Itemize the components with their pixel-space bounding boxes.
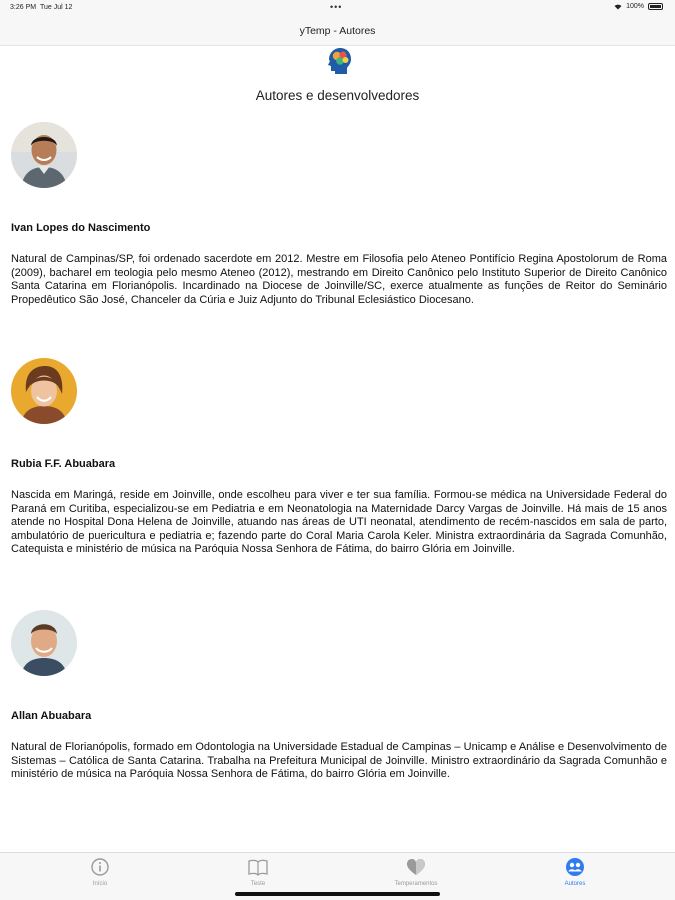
tab-label: Teste — [250, 881, 266, 887]
home-indicator[interactable] — [235, 892, 440, 896]
author-bio: Natural de Campinas/SP, foi ordenado sacerdote em 2012. Mestre em Filosofia pelo Ateneo Pontifício Regina Apostolorum de Roma (2009), bacharel em teologia pelo mesmo Ateneo (2012), mestrando em Direito Canônico pelo Instituto Superior de Direito Canônico Santa Catarina em Florianópolis. Incardinado na Diocese de Joinville/SC, exerce atualmente as funções de Reitor do Seminário Propedêutico São José, Chanceler da Cúria e Juiz Adjunto do Tribunal Eclesiástico Diocesano. — [11, 253, 667, 306]
status-indicators — [614, 3, 663, 10]
author-name: Allan Abuabara — [11, 710, 92, 722]
tab-autores[interactable] — [515, 856, 635, 887]
author-bio: Nascida em Maringá, reside em Joinville, onde escolheu para viver e ter sua família. Formou-se médica na Universidade Federal do Paraná em Curitiba, especializou-se em Pediatria e em Neonatologia na Maternidade Darcy Vargas de Joinville. Há mais de 15 anos atende no Hospital Dona Helena de Joinville, atuando nas áreas de UTI neonatal, atendimento de recém-nascidos em sala de parto, ambulatório de puericultura e pediatria e; fazendo parte do Coral Maria Carola Keler. Ministra extraordinária da Sagrada Comunhão, Catequista e ministério de música na Paróquia Nossa Senhora de Fátima, do bairro Glória em Joinville. — [11, 489, 667, 555]
status-bar — [0, 0, 675, 16]
tab-label: Autores — [564, 881, 586, 887]
nav-title: yTemp - Autores — [299, 25, 376, 37]
tab-temperamentos[interactable] — [356, 856, 476, 887]
info-icon — [89, 856, 111, 878]
heart-icon — [405, 856, 427, 878]
status-time: 3:26 PM Tue Jul 12 — [10, 4, 73, 11]
tab-label: Temperamentos — [394, 881, 438, 887]
page-heading: Autores e desenvolvedores — [255, 88, 420, 103]
battery-icon — [648, 3, 663, 10]
people-icon — [564, 856, 586, 878]
battery-percent: 100% — [626, 3, 644, 10]
status-date: Tue Jul 12 — [39, 4, 73, 11]
author-bio: Natural de Florianópolis, formado em Odontologia na Universidade Estadual de Campinas – Unicamp e Análise e Desenvolvimento de Sistemas – Católica de Santa Catarina. Trabalha na Prefeitura Municipal de Joinville. Ministro extraordinário da Sagrada Comunhão e ministério de música na Paróquia Nossa Senhora de Fátima, do bairro Glória em Joinville. — [11, 741, 667, 780]
book-icon — [247, 856, 269, 878]
author-name: Rubia F.F. Abuabara — [11, 458, 116, 470]
tab-teste[interactable] — [198, 856, 318, 887]
navigation-bar — [0, 16, 675, 46]
head-brain-logo-icon — [325, 47, 353, 75]
author-name: Ivan Lopes do Nascimento — [11, 222, 151, 234]
tab-inicio[interactable] — [40, 856, 160, 887]
author-photo-ivan — [11, 122, 77, 188]
author-photo-rubia — [11, 358, 77, 424]
author-photo-allan — [11, 610, 77, 676]
tab-label: Início — [92, 881, 108, 887]
wifi-icon — [614, 4, 622, 10]
multitasking-dots[interactable]: ••• — [330, 2, 343, 12]
